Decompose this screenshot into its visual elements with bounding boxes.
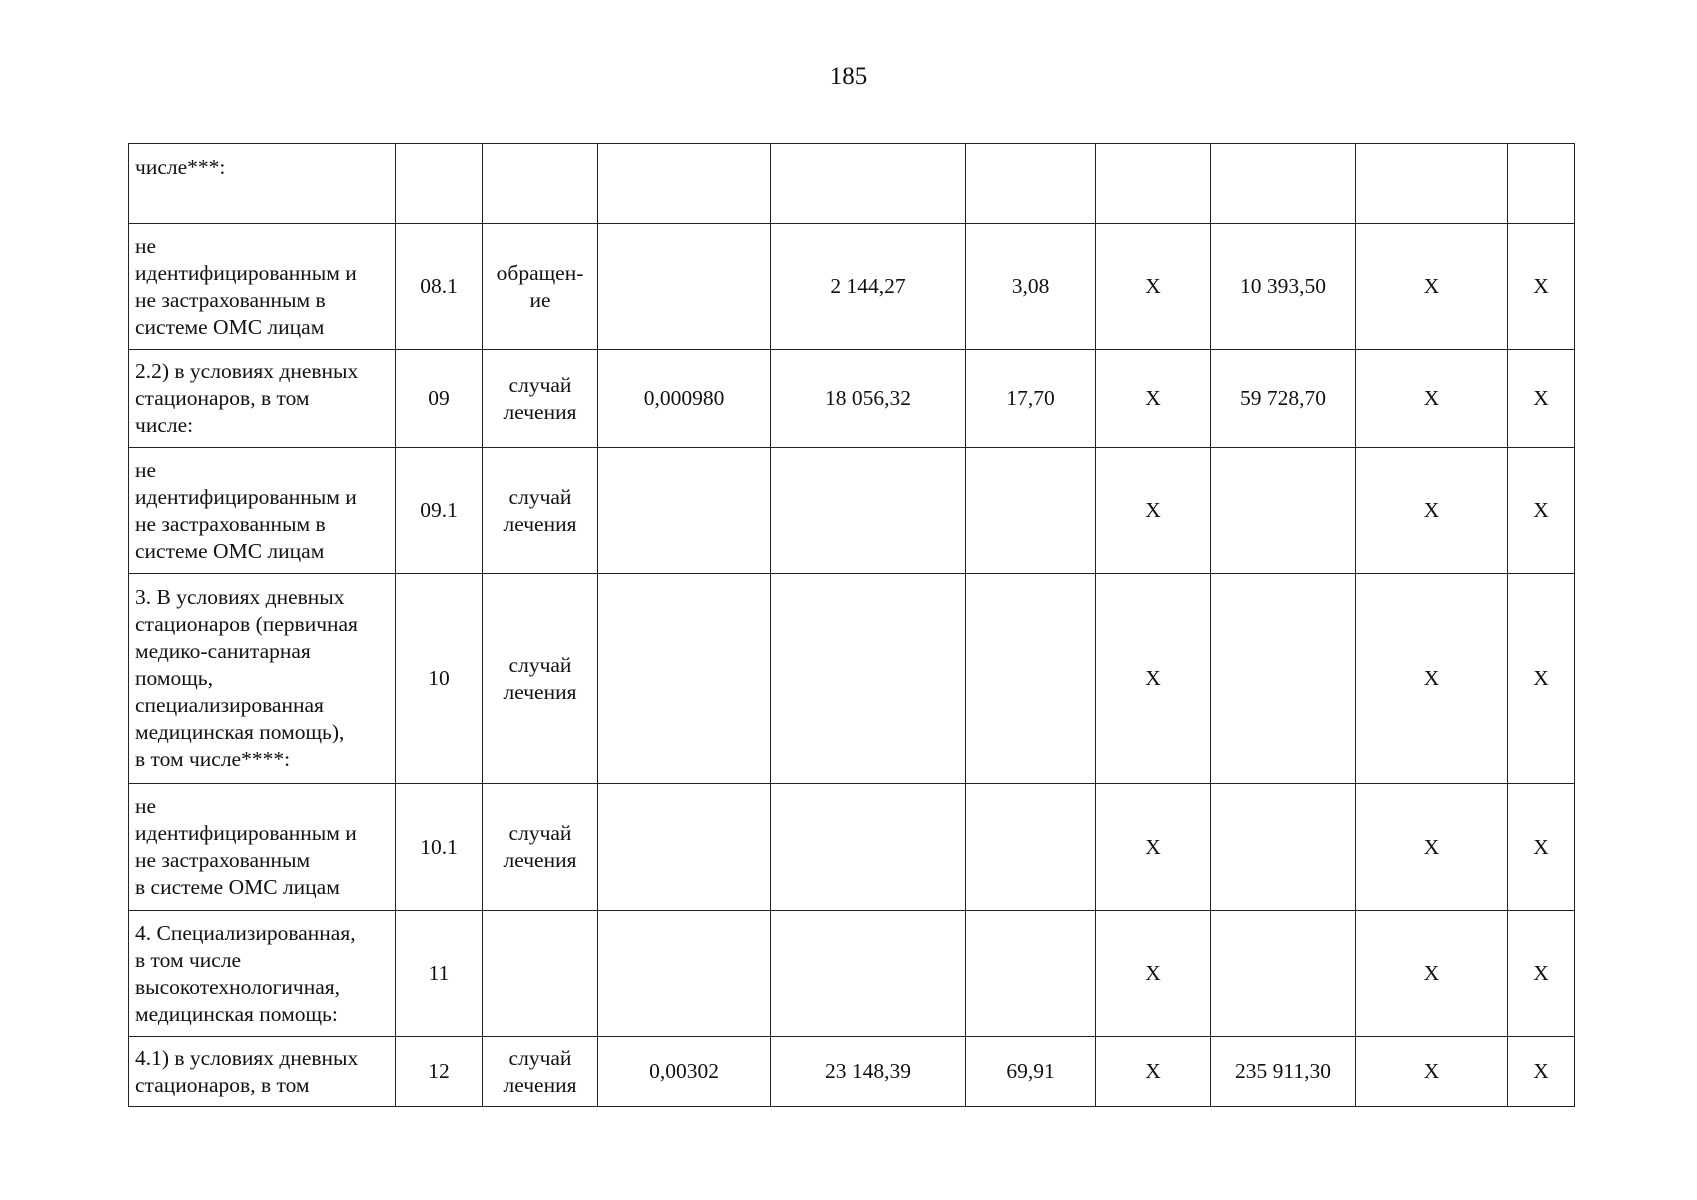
row-value-cell: Х xyxy=(1096,224,1211,350)
table-row xyxy=(129,224,1575,350)
row-value-cell xyxy=(1211,784,1356,911)
row-value-cell: Х xyxy=(1508,1037,1575,1107)
row-code-cell xyxy=(396,144,483,224)
row-code-cell: 09 xyxy=(396,350,483,448)
row-label-cell: не идентифицированным и не застрахованным в системе ОМС лицам xyxy=(129,448,396,574)
table-row xyxy=(129,448,1575,574)
row-value-cell: 17,70 xyxy=(966,350,1096,448)
row-value-cell xyxy=(598,784,771,911)
row-unit-cell: случай лечения xyxy=(483,784,598,911)
row-unit-cell: случай лечения xyxy=(483,574,598,784)
row-value-cell: Х xyxy=(1096,574,1211,784)
row-value-cell xyxy=(771,144,966,224)
row-value-cell: Х xyxy=(1096,784,1211,911)
row-label-cell: не идентифицированным и не застрахованным в системе ОМС лицам xyxy=(129,784,396,911)
row-value-cell: Х xyxy=(1508,350,1575,448)
row-value-cell: Х xyxy=(1356,911,1508,1037)
row-value-cell xyxy=(1211,911,1356,1037)
table-row xyxy=(129,784,1575,911)
row-value-cell: Х xyxy=(1356,448,1508,574)
row-label-cell: 4. Специализированная, в том числе высокотехнологичная, медицинская помощь: xyxy=(129,911,396,1037)
row-code-cell: 10 xyxy=(396,574,483,784)
row-value-cell xyxy=(598,911,771,1037)
row-code-cell: 12 xyxy=(396,1037,483,1107)
table-row xyxy=(129,574,1575,784)
table-row xyxy=(129,350,1575,448)
row-value-cell: 69,91 xyxy=(966,1037,1096,1107)
row-value-cell: 59 728,70 xyxy=(1211,350,1356,448)
row-unit-cell: случай лечения xyxy=(483,448,598,574)
row-code-cell: 08.1 xyxy=(396,224,483,350)
row-value-cell xyxy=(771,448,966,574)
row-value-cell xyxy=(966,448,1096,574)
row-value-cell xyxy=(1508,144,1575,224)
row-unit-cell: случай лечения xyxy=(483,350,598,448)
row-value-cell: Х xyxy=(1096,1037,1211,1107)
row-value-cell xyxy=(598,224,771,350)
row-label-cell: 3. В условиях дневных стационаров (первичная медико-санитарная помощь, специализированная медицинская помощь), в том числе****: xyxy=(129,574,396,784)
row-value-cell xyxy=(1211,144,1356,224)
table-row xyxy=(129,144,1575,224)
row-value-cell: 2 144,27 xyxy=(771,224,966,350)
row-value-cell xyxy=(966,574,1096,784)
row-value-cell: 23 148,39 xyxy=(771,1037,966,1107)
row-value-cell xyxy=(1356,144,1508,224)
row-value-cell: 0,000980 xyxy=(598,350,771,448)
row-label-cell: не идентифицированным и не застрахованным в системе ОМС лицам xyxy=(129,224,396,350)
row-value-cell xyxy=(966,144,1096,224)
row-unit-cell: обращен- ие xyxy=(483,224,598,350)
row-value-cell xyxy=(1211,448,1356,574)
row-unit-cell xyxy=(483,144,598,224)
row-value-cell: Х xyxy=(1356,350,1508,448)
row-value-cell: Х xyxy=(1356,784,1508,911)
row-value-cell xyxy=(598,144,771,224)
table-row xyxy=(129,1037,1575,1107)
row-value-cell xyxy=(771,911,966,1037)
row-value-cell: Х xyxy=(1096,911,1211,1037)
row-value-cell: 235 911,30 xyxy=(1211,1037,1356,1107)
row-value-cell: Х xyxy=(1508,911,1575,1037)
row-value-cell: 10 393,50 xyxy=(1211,224,1356,350)
row-value-cell: Х xyxy=(1356,574,1508,784)
row-value-cell xyxy=(771,784,966,911)
row-value-cell: Х xyxy=(1356,1037,1508,1107)
row-value-cell xyxy=(966,911,1096,1037)
row-label-cell: 4.1) в условиях дневных стационаров, в том xyxy=(129,1037,396,1107)
row-value-cell: Х xyxy=(1096,350,1211,448)
row-value-cell xyxy=(966,784,1096,911)
row-value-cell: 18 056,32 xyxy=(771,350,966,448)
row-value-cell: 0,00302 xyxy=(598,1037,771,1107)
row-value-cell xyxy=(1096,144,1211,224)
row-label-cell: числе***: xyxy=(129,144,396,224)
row-value-cell: Х xyxy=(1356,224,1508,350)
row-value-cell: 3,08 xyxy=(966,224,1096,350)
row-value-cell: Х xyxy=(1508,574,1575,784)
row-unit-cell xyxy=(483,911,598,1037)
row-label-cell: 2.2) в условиях дневных стационаров, в том числе: xyxy=(129,350,396,448)
row-value-cell xyxy=(771,574,966,784)
row-code-cell: 11 xyxy=(396,911,483,1037)
row-value-cell xyxy=(1211,574,1356,784)
table-row xyxy=(129,911,1575,1037)
row-value-cell xyxy=(598,448,771,574)
row-value-cell: Х xyxy=(1508,224,1575,350)
row-value-cell: Х xyxy=(1508,784,1575,911)
row-value-cell xyxy=(598,574,771,784)
page-number: 185 xyxy=(829,63,868,90)
data-table xyxy=(128,143,1575,1107)
row-code-cell: 10.1 xyxy=(396,784,483,911)
row-value-cell: Х xyxy=(1096,448,1211,574)
row-value-cell: Х xyxy=(1508,448,1575,574)
row-code-cell: 09.1 xyxy=(396,448,483,574)
row-unit-cell: случай лечения xyxy=(483,1037,598,1107)
